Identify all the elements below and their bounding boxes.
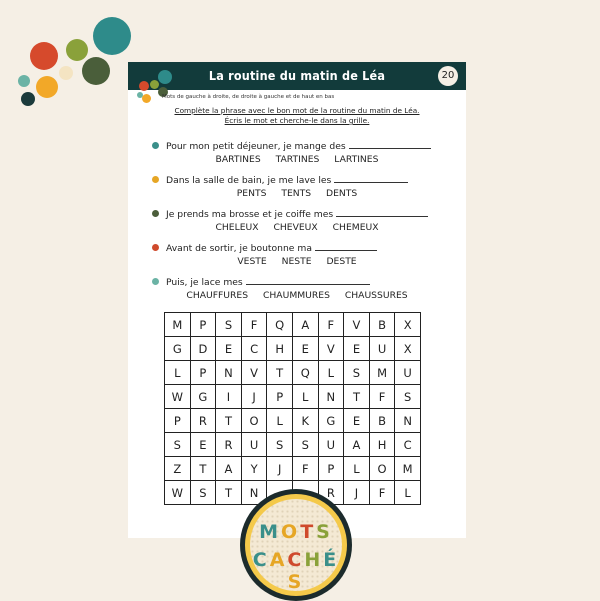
option-word: VESTE [237,256,267,267]
grid-cell[interactable]: V [318,337,344,361]
grid-cell[interactable]: B [369,409,395,433]
grid-cell[interactable]: P [318,457,344,481]
badge-letter: S [287,571,305,593]
grid-cell[interactable]: P [165,409,191,433]
grid-cell[interactable]: L [395,481,421,505]
decor-dot [59,66,73,80]
decor-dot [36,76,58,98]
badge-letter: O [281,521,301,543]
question-text: Avant de sortir, je boutonne ma [166,243,312,254]
question-text: Je prends ma brosse et je coiffe mes [166,209,334,220]
grid-row [165,313,421,337]
worksheet-subtitle: Mots de gauche à droite, de droite à gauche et de haut en bas [162,94,335,100]
grid-cell[interactable]: S [216,313,242,337]
grid-cell[interactable]: N [318,385,344,409]
grid-cell[interactable]: M [165,313,191,337]
grid-cell[interactable]: T [216,409,242,433]
grid-cell[interactable]: A [344,433,370,457]
answer-blank[interactable] [246,276,370,285]
grid-cell[interactable]: P [190,313,216,337]
grid-cell[interactable]: S [344,361,370,385]
grid-cell[interactable]: A [216,457,242,481]
badge-letter: É [323,549,340,571]
grid-cell[interactable]: X [395,337,421,361]
grid-cell[interactable]: S [165,433,191,457]
grid-row [165,361,421,385]
badge-letter: T [300,521,317,543]
grid-cell[interactable]: R [190,409,216,433]
bullet-dot [152,244,159,251]
grid-cell[interactable]: J [267,457,293,481]
page-number: 20 [438,66,458,86]
option-word: CHEMEUX [332,222,379,233]
answer-options [128,154,466,165]
grid-cell[interactable]: X [395,313,421,337]
answer-options [128,188,466,199]
option-word: TARTINES [275,154,320,165]
grid-row [165,409,421,433]
grid-cell[interactable]: V [241,361,267,385]
question-text: Pour mon petit déjeuner, je mange des [166,141,346,152]
bullet-dot [152,210,159,217]
grid-cell[interactable]: U [318,433,344,457]
grid-cell[interactable]: N [241,481,267,505]
badge-letter: M [259,521,282,543]
question-text: Dans la salle de bain, je me lave les [166,175,332,186]
grid-cell[interactable]: E [344,337,370,361]
grid-cell[interactable]: S [190,481,216,505]
grid-cell[interactable]: I [216,385,242,409]
grid-cell[interactable]: V [344,313,370,337]
grid-cell[interactable]: N [395,409,421,433]
grid-cell[interactable]: U [241,433,267,457]
grid-cell[interactable]: T [216,481,242,505]
grid-cell[interactable]: J [344,481,370,505]
option-word: CHAUMMURES [262,290,330,301]
grid-cell[interactable]: Z [165,457,191,481]
decor-dot [150,80,159,89]
grid-cell[interactable]: W [165,385,191,409]
grid-cell[interactable]: P [190,361,216,385]
badge-letter: A [269,549,288,571]
instruction-line: Complète la phrase avec le bon mot de la routine du matin de Léa. [174,106,420,115]
grid-cell[interactable]: T [190,457,216,481]
bullet-dot [152,176,159,183]
worksheet-header [128,62,466,90]
grid-cell[interactable]: P [267,385,293,409]
grid-cell[interactable]: G [318,409,344,433]
grid-cell[interactable]: Q [267,313,293,337]
word-search-grid [164,312,421,505]
grid-cell[interactable]: U [395,361,421,385]
grid-cell[interactable]: E [292,337,318,361]
option-word: BARTINES [215,154,261,165]
grid-row [165,457,421,481]
grid-cell[interactable]: F [241,313,267,337]
grid-cell[interactable]: E [190,433,216,457]
grid-cell[interactable]: A [292,313,318,337]
grid-cell[interactable]: K [292,409,318,433]
grid-cell[interactable]: C [395,433,421,457]
grid-cell[interactable]: H [369,433,395,457]
grid-cell[interactable]: E [344,409,370,433]
badge-letter: C [287,549,305,571]
decor-dot [139,81,149,91]
grid-cell[interactable]: U [369,337,395,361]
option-word: TENTS [281,188,312,199]
grid-cell[interactable]: T [344,385,370,409]
grid-cell[interactable]: M [395,457,421,481]
grid-cell[interactable]: F [318,313,344,337]
decor-dot [66,39,88,61]
grid-cell[interactable]: F [369,385,395,409]
answer-options [128,290,466,301]
answer-options [128,256,466,267]
mots-caches-badge [240,489,352,601]
badge-letter: S [316,521,333,543]
option-word: DESTE [326,256,357,267]
badge-line [250,521,342,543]
grid-cell[interactable]: Q [292,361,318,385]
grid-cell[interactable]: F [369,481,395,505]
instruction-line: Écris le mot et cherche-le dans la grille. [224,116,370,125]
question-text: Puis, je lace mes [166,277,243,288]
grid-row [165,337,421,361]
grid-cell[interactable]: W [165,481,191,505]
answer-blank[interactable] [336,208,428,217]
worksheet-page [128,62,466,538]
grid-cell[interactable]: L [344,457,370,481]
grid-cell[interactable]: E [216,337,242,361]
grid-cell[interactable]: O [369,457,395,481]
bullet-dot [152,278,159,285]
grid-cell[interactable]: H [267,337,293,361]
grid-cell[interactable]: G [165,337,191,361]
decor-dot [93,17,131,55]
grid-cell[interactable]: G [190,385,216,409]
grid-cell[interactable]: M [369,361,395,385]
grid-cell[interactable]: S [395,385,421,409]
answer-options [128,222,466,233]
option-word: DENTS [326,188,358,199]
grid-cell[interactable]: T [267,361,293,385]
grid-row [165,385,421,409]
option-word: NESTE [281,256,312,267]
decor-dot [158,70,172,84]
grid-cell[interactable]: J [241,385,267,409]
grid-cell[interactable]: Y [241,457,267,481]
grid-cell[interactable]: L [267,409,293,433]
option-word: CHAUSSURES [344,290,408,301]
grid-cell[interactable]: F [292,457,318,481]
option-word: CHEVEUX [273,222,318,233]
badge-letter: H [304,549,324,571]
decor-dot [21,92,35,106]
grid-cell[interactable]: L [165,361,191,385]
instructions [128,106,466,126]
grid-cell[interactable]: O [241,409,267,433]
answer-blank[interactable] [334,174,408,183]
grid-cell[interactable]: L [292,385,318,409]
bullet-dot [152,142,159,149]
badge-line [250,549,342,593]
grid-cell[interactable]: C [241,337,267,361]
option-word: PENTS [236,188,267,199]
grid-cell[interactable]: S [292,433,318,457]
grid-cell[interactable]: R [216,433,242,457]
grid-cell[interactable]: L [318,361,344,385]
grid-cell[interactable]: R [318,481,344,505]
badge-letter: C [252,549,270,571]
decor-dot [30,42,58,70]
decor-dot [142,94,151,103]
option-word: CHAUFFURES [186,290,249,301]
answer-blank[interactable] [315,242,377,251]
grid-cell[interactable]: N [216,361,242,385]
grid-cell[interactable]: D [190,337,216,361]
answer-blank[interactable] [349,140,431,149]
worksheet-title: La routine du matin de Léa [208,68,386,83]
option-word: LARTINES [334,154,379,165]
option-word: CHELEUX [215,222,259,233]
decor-dot [18,75,30,87]
grid-cell[interactable]: S [267,433,293,457]
decor-dot [82,57,110,85]
grid-cell[interactable]: B [369,313,395,337]
grid-row [165,433,421,457]
